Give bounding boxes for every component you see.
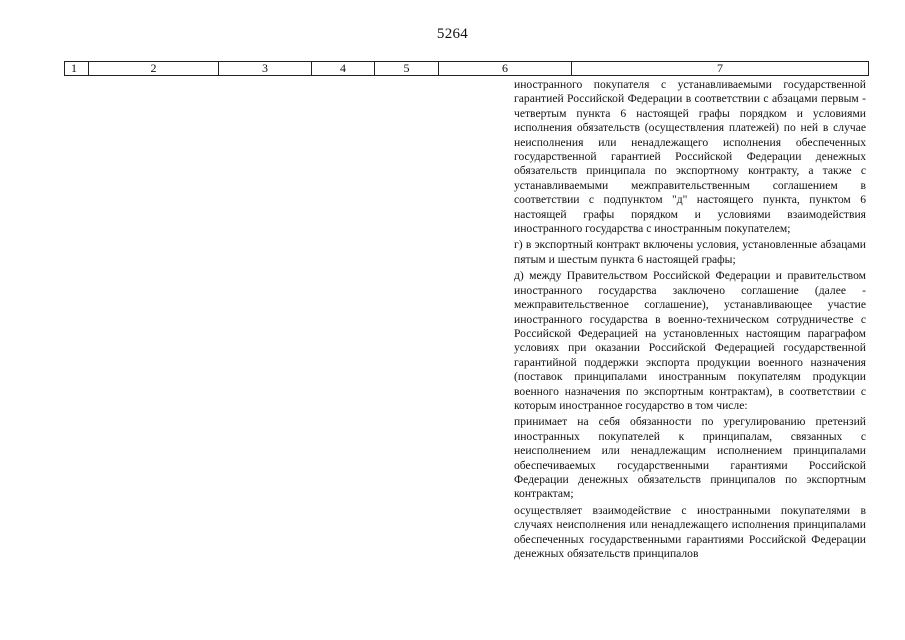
column-number-2: 2: [89, 62, 219, 75]
column-7-text: [514, 78, 866, 562]
table-header-row: [64, 61, 869, 76]
column-number-5: 5: [375, 62, 439, 75]
column-number-1: 1: [65, 62, 89, 75]
paragraph-d: д) между Правительством Российской Федерации и правительством иностранного государства заключено соглашение (далее - межправительственное соглашение), устанавливающее участие иностранного государства в военно-техническом сотрудничестве с Российской Федерацией на установленных настоящим параграфом условиях при оказании Российской Федерацией государственной гарантийной поддержки экспорта продукции военного назначения (поставок принципалами иностранным покупателям продукции военного назначения по экспортным контрактам), в соответствии с которым иностранное государство в том числе:: [514, 269, 866, 412]
page-number: 5264: [436, 26, 469, 42]
paragraph-obligations: принимает на себя обязанности по урегулированию претензий иностранных покупателей к принципалам, связанных с неисполнением или ненадлежащим исполнением принципалами обеспечиваемых государственными гарантиями Российской Федерации денежных обязательств принципалов по экспортным контрактам;: [514, 415, 866, 501]
column-number-4: 4: [312, 62, 375, 75]
column-number-3: 3: [219, 62, 312, 75]
column-number-6: 6: [439, 62, 572, 75]
column-number-7: 7: [717, 61, 723, 75]
paragraph-continuation: иностранного покупателя с устанавливаемыми государственной гарантией Российской Федерации в соответствии с абзацами первым - четвертым пункта 6 настоящей графы порядком и условиями исполнения обязательств (осуществления платежей) по ней в случае неисполнения или ненадлежащего исполнения обеспеченных государственной гарантией Российской Федерации денежных обязательств принципала по экспортному контракту, а также с устанавливаемыми межправительственным соглашением в соответствии с подпунктом "д" настоящего пункта, пунктом 6 настоящей графы порядком и условиями взаимодействия иностранного государства с иностранным покупателем;: [514, 78, 866, 236]
paragraph-interaction: осуществляет взаимодействие с иностранными покупателями в случаях неисполнения или ненадлежащего исполнения принципалами обеспеченных государственными гарантиями Российской Федерации денежных обязательств принципалов: [514, 503, 866, 560]
paragraph-g: г) в экспортный контракт включены условия, установленные абзацами пятым и шестым пункта 6 настоящей графы;: [514, 238, 866, 266]
